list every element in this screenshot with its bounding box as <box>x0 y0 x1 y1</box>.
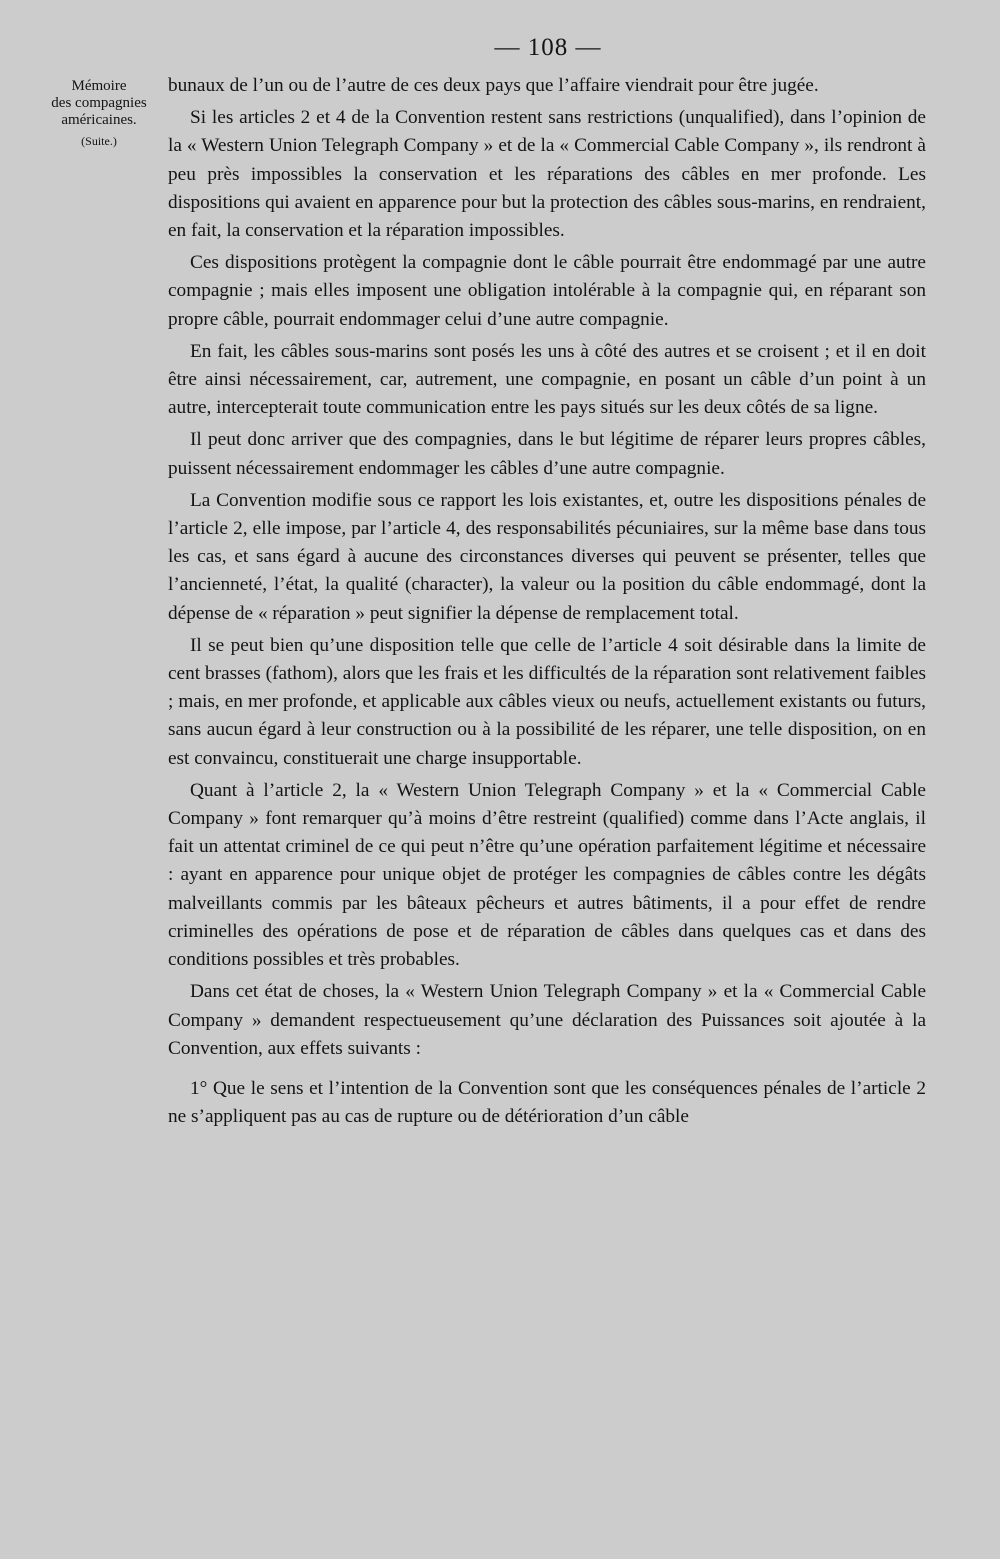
margin-note-line: américaines. <box>61 112 137 128</box>
paragraph: bunaux de l’un ou de l’autre de ces deux pays que l’affaire viendrait pour être jugée. <box>168 75 819 96</box>
paragraph: En fait, les câbles sous-marins sont posés les uns à côté des autres et se croisent ; et il en doit être ainsi nécessairement, car, autrement, une compagnie, en posant un câble d’un point à un autre, intercepterait toute communication entre les pays situés sur les deux côtés de sa ligne. <box>168 340 926 419</box>
margin-note-suite: (Suite.) <box>81 134 117 148</box>
body-text <box>168 72 926 1135</box>
paragraph: Dans cet état de choses, la « Western Union Telegraph Company » et la « Commercial Cable Company » demandent respectueusement qu’une déclaration des Puissances soit ajoutée à la Convention, aux effets suivants : <box>168 981 926 1059</box>
margin-note-line: des compagnies <box>51 95 147 111</box>
paragraph: Il se peut bien qu’une disposition telle que celle de l’article 4 soit désirable dans la limite de cent brasses (fathom), alors que les frais et les difficultés de la réparation sont relativement faibles ; mais, en mer profonde, et applicable aux câbles vieux ou neufs, actuellement existants ou futurs, sans aucun égard à leur construction ou à la possibilité de les réparer, une telle disposition, on en est convaincu, constituerait une charge insupportable. <box>168 634 926 769</box>
list-item: 1° Que le sens et l’intention de la Convention sont que les conséquences pénales de l’article 2 ne s’appliquent pas au cas de rupture ou de détérioration d’un câble <box>168 1077 926 1128</box>
paragraph: La Convention modifie sous ce rapport les lois existantes, et, outre les dispositions pénales de l’article 2, elle impose, par l’article 4, des responsabilités pécuniaires, sur la même base dans tous les cas, et sans égard à aucune des circonstances diverses qui peuvent se présenter, telles que l’ancienneté, l’état, la qualité (character), la valeur ou la position du câble endommagé, dont la dépense de « réparation » peut signifier la dépense de remplacement total. <box>168 489 926 624</box>
margin-note-line: Mémoire <box>71 78 127 94</box>
page-number: — 108 — <box>494 34 602 61</box>
paragraph: Il peut donc arriver que des compagnies, dans le but légitime de réparer leurs propres câbles, puissent nécessairement endommager les câbles d’une autre compagnie. <box>168 429 926 479</box>
paragraph: Ces dispositions protègent la compagnie dont le câble pourrait être endommagé par une autre compagnie ; mais elles imposent une obligation intolérable à la compagnie qui, en réparant son propre câble, pourrait endommager celui d’une autre compagnie. <box>168 252 926 330</box>
margin-note <box>28 78 170 150</box>
paragraph: Quant à l’article 2, la « Western Union Telegraph Company » et la « Commercial Cable Company » font remarquer qu’à moins d’être restreint (qualified) comme dans l’Acte anglais, il fait un attentat criminel de ce qui peut n’être qu’une opération parfaitement légitime et nécessaire : ayant en apparence pour unique objet de protéger les compagnies de câbles contre les dégâts malveillants commis par les bâteaux pêcheurs et autres bâtiments, il a pour effet de rendre criminelles des opérations de pose et de réparation de câbles dans quelques cas et dans des conditions possibles et très probables. <box>168 779 926 971</box>
paragraph: Si les articles 2 et 4 de la Convention restent sans restrictions (unqualified), dans l’opinion de la « Western Union Telegraph Company » et de la « Commercial Cable Company », ils rendront à peu près impossibles la conservation et les réparations des câbles en mer profonde. Les dispositions qui avaient en apparence pour but la protection des câbles sous-marins, en rendraient, en fait, la conservation et la réparation impossibles. <box>168 107 926 242</box>
